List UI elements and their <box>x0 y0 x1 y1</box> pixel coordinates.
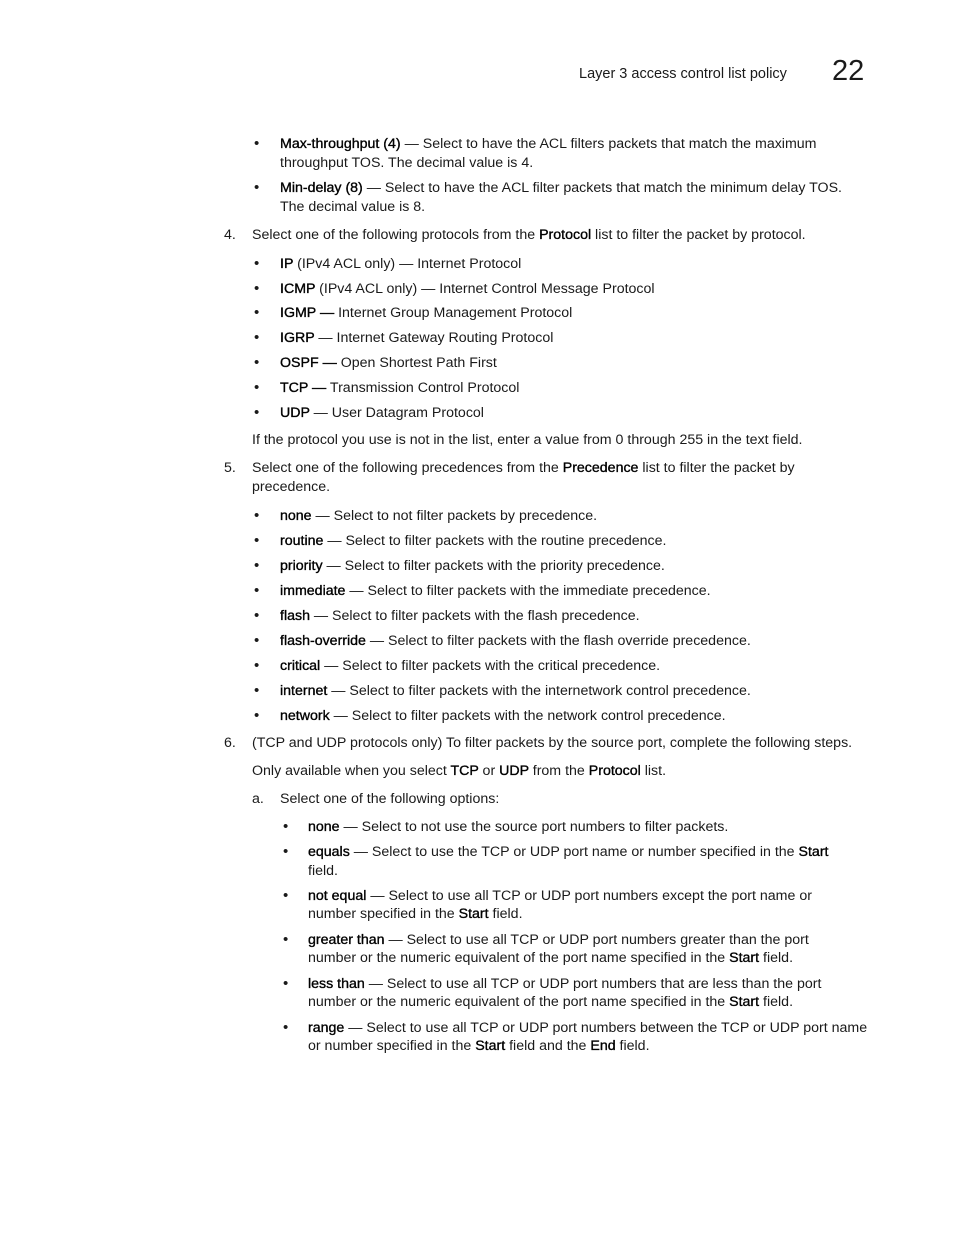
bullet-icon: • <box>254 682 260 699</box>
step-text: Select one of the following protocols from the Protocol list to filter the packet by protocol. <box>252 227 806 243</box>
list-item-continuation: number specified in the Start field. <box>308 906 523 922</box>
availability-note: Only available when you select TCP or UDP from the Protocol list. <box>252 763 667 779</box>
list-item: range — Select to use all TCP or UDP port numbers between the TCP or UDP port name <box>308 1020 868 1036</box>
list-item-continuation: The decimal value is 8. <box>280 199 426 215</box>
bullet-icon: • <box>254 379 260 396</box>
list-item-continuation: number or the numeric equivalent of the port name specified in the Start field. <box>308 994 794 1010</box>
bullet-icon: • <box>254 304 260 321</box>
list-item: internet — Select to filter packets with the internetwork control precedence. <box>280 683 751 699</box>
step-text: Select one of the following precedences from the Precedence list to filter the packet by <box>252 460 795 476</box>
list-item: priority — Select to filter packets with the priority precedence. <box>280 558 665 574</box>
list-item: none — Select to not use the source port numbers to filter packets. <box>308 819 729 835</box>
list-item: routine — Select to filter packets with the routine precedence. <box>280 533 667 549</box>
list-item: TCP — Transmission Control Protocol <box>280 380 520 396</box>
list-item: equals — Select to use the TCP or UDP port name or number specified in the Start <box>308 844 829 860</box>
step-note: If the protocol you use is not in the list, enter a value from 0 through 255 in the text field. <box>252 432 803 448</box>
bullet-icon: • <box>254 582 260 599</box>
bullet-icon: • <box>254 657 260 674</box>
bullet-icon: • <box>254 532 260 549</box>
term: Max-throughput (4) <box>280 136 401 152</box>
bullet-icon: • <box>283 843 289 860</box>
term: Min-delay (8) <box>280 180 363 196</box>
list-item: critical — Select to filter packets with the critical precedence. <box>280 658 661 674</box>
bullet-icon: • <box>254 632 260 649</box>
bullet-icon: • <box>254 354 260 371</box>
list-item <box>280 179 842 198</box>
list-item: flash-override — Select to filter packets with the flash override precedence. <box>280 633 751 649</box>
list-item: none — Select to not filter packets by precedence. <box>280 508 598 524</box>
bullet-icon: • <box>254 179 260 196</box>
bullet-icon: • <box>254 557 260 574</box>
step-number: 5. <box>224 460 236 476</box>
bullet-icon: • <box>254 404 260 421</box>
chapter-number: 22 <box>832 55 865 87</box>
list-item-continuation: throughput TOS. The decimal value is 4. <box>280 155 534 171</box>
bullet-icon: • <box>283 818 289 835</box>
list-item: IP (IPv4 ACL only) — Internet Protocol <box>280 256 522 272</box>
step-number: 4. <box>224 227 236 243</box>
list-item-continuation: or number specified in the Start field and the End field. <box>308 1038 650 1054</box>
list-item: greater than — Select to use all TCP or UDP port numbers greater than the port <box>308 932 809 948</box>
bullet-icon: • <box>254 507 260 524</box>
substep-label: a. <box>252 791 264 807</box>
step-text: (TCP and UDP protocols only) To filter packets by the source port, complete the following steps. <box>252 735 853 751</box>
bullet-icon: • <box>254 607 260 624</box>
list-item: ICMP (IPv4 ACL only) — Internet Control Message Protocol <box>280 281 655 297</box>
desc: — Select to have the ACL filter packets that match the minimum delay TOS. <box>362 180 842 196</box>
list-item: less than — Select to use all TCP or UDP port numbers that are less than the port <box>308 976 822 992</box>
list-item: network — Select to filter packets with the network control precedence. <box>280 708 726 724</box>
list-item-continuation: field. <box>308 863 338 879</box>
bullet-icon: • <box>254 707 260 724</box>
running-header-title: Layer 3 access control list policy <box>579 66 787 82</box>
bullet-icon: • <box>254 255 260 272</box>
bullet-icon: • <box>283 975 289 992</box>
list-item: UDP — User Datagram Protocol <box>280 405 484 421</box>
step-number: 6. <box>224 735 236 751</box>
substep-text: Select one of the following options: <box>280 791 500 807</box>
list-item: IGMP — Internet Group Management Protocol <box>280 305 573 321</box>
list-item: IGRP — Internet Gateway Routing Protocol <box>280 330 554 346</box>
bullet-icon: • <box>283 887 289 904</box>
list-item: immediate — Select to filter packets with the immediate precedence. <box>280 583 711 599</box>
bullet-icon: • <box>254 135 260 152</box>
list-item-continuation: number or the numeric equivalent of the port name specified in the Start field. <box>308 950 794 966</box>
list-item: not equal — Select to use all TCP or UDP port numbers except the port name or <box>308 888 812 904</box>
desc: — Select to have the ACL filters packets that match the maximum <box>400 136 817 152</box>
list-item <box>280 135 816 154</box>
bullet-icon: • <box>254 329 260 346</box>
list-item: OSPF — Open Shortest Path First <box>280 355 497 371</box>
step-text-continuation: precedence. <box>252 479 331 495</box>
list-item: flash — Select to filter packets with the flash precedence. <box>280 608 640 624</box>
bullet-icon: • <box>283 1019 289 1036</box>
bullet-icon: • <box>254 280 260 297</box>
bullet-icon: • <box>283 931 289 948</box>
